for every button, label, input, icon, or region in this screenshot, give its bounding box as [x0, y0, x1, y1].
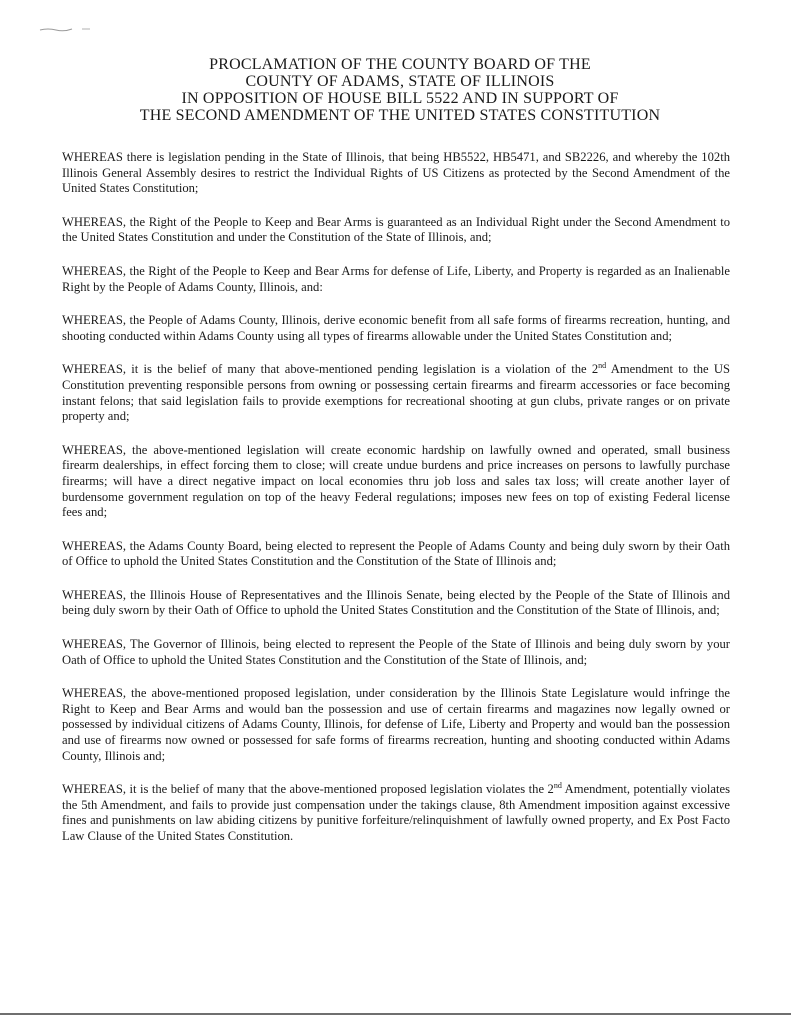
whereas-paragraph-2: WHEREAS, the Right of the People to Keep and Bear Arms is guaranteed as an Individual Right under the Second Amendment to the United States Constitution and under the Constitution of the State of Illinois, and;	[62, 214, 730, 245]
whereas-paragraph-11	[62, 782, 730, 844]
whereas-paragraph-4: WHEREAS, the People of Adams County, Illinois, derive economic benefit from all safe forms of firearms recreation, hunting, and shooting conducted within Adams County using all types of firearms allowable under the United States Constitution and;	[62, 313, 730, 343]
whereas-paragraph-10: WHEREAS, the above-mentioned proposed legislation, under consideration by the Illinois State Legislature would infringe the Right to Keep and Bear Arms and would ban the possession and use of certain firearms and magazines now legally owned or possessed by individual citizens of Adams County, Illinois, for defense of Life, Liberty and Property and would ban the possession and use of firearms now owned or possessed for safe forms of firearms recreation, hunting and shooting conducted within Adams County, Illinois and;	[62, 686, 730, 763]
paragraph-text: WHEREAS, it is the belief of many that above-mentioned pending legislation is a violation of the 2	[62, 362, 599, 377]
whereas-paragraph-1: WHEREAS there is legislation pending in the State of Illinois, that being HB5522, HB5471, and SB2226, and whereby the 102th Illinois General Assembly desires to restrict the Individual Rights of US Citizens as protected by the Second Amendment of the United States Constitution;	[62, 150, 730, 196]
title-line-4: THE SECOND AMENDMENT OF THE UNITED STATES CONSTITUTION	[139, 107, 661, 124]
title-line-1: PROCLAMATION OF THE COUNTY BOARD OF THE	[209, 56, 591, 73]
paragraph-text: Amendment, potentially violates the 5th Amendment, and fails to provide just compensation under the takings clause, 8th Amendment imposition against excessive fines and punishments on law abiding citizens by punitive forfeiture/relinquishment of lawfully owned property, and Ex Post Facto Law Clause of the United States Constitution.	[62, 782, 731, 843]
whereas-paragraph-7: WHEREAS, the Adams County Board, being elected to represent the People of Adams County and being duly sworn by their Oath of Office to uphold the United States Constitution and the Constitution of the State of Illinois and;	[62, 538, 730, 569]
proclamation-title	[80, 56, 720, 124]
proclamation-body	[62, 150, 730, 863]
title-line-2: COUNTY OF ADAMS, STATE OF ILLINOIS	[245, 73, 555, 90]
whereas-paragraph-9: WHEREAS, The Governor of Illinois, being elected to represent the People of the State of Illinois and being duly sworn by your Oath of Office to uphold the United States Constitution and the Constitution of the State of Illinois, and;	[62, 637, 730, 667]
ordinal-suffix: nd	[553, 781, 562, 791]
whereas-paragraph-5	[62, 362, 730, 424]
ordinal-suffix: nd	[598, 361, 607, 371]
scan-artifact-mark	[38, 26, 100, 32]
whereas-paragraph-8: WHEREAS, the Illinois House of Representatives and the Illinois Senate, being elected by the People of the State of Illinois and being duly sworn by their Oath of Office to uphold the United States Constitution and the Constitution of the State of Illinois, and;	[62, 587, 730, 618]
page-bottom-edge	[0, 1013, 791, 1015]
title-line-3: IN OPPOSITION OF HOUSE BILL 5522 AND IN SUPPORT OF	[181, 90, 619, 107]
paragraph-text: WHEREAS, it is the belief of many that the above-mentioned proposed legislation violates the 2	[62, 782, 554, 797]
whereas-paragraph-3: WHEREAS, the Right of the People to Keep and Bear Arms for defense of Life, Liberty, and Property is regarded as an Inalienable Right by the People of Adams County, Illinois, and:	[62, 263, 730, 294]
paragraph-text: Amendment to the US Constitution preventing responsible persons from owning or possessing certain firearms and firearm accessories or face becoming instant felons; that said legislation fails to provide exemptions for recreational shooting at gun clubs, private ranges or on private property and;	[62, 362, 730, 424]
whereas-paragraph-6: WHEREAS, the above-mentioned legislation will create economic hardship on lawfully owned and operated, small business firearm dealerships, in effect forcing them to close; will create undue burdens and price increases on persons to lawfully purchase firearms; will have a direct negative impact on local economies thru job loss and sales tax loss; will create another layer of burdensome government regulation on top of the heavy Federal regulations; imposes new fees on top of existing Federal license fees and;	[62, 442, 730, 520]
